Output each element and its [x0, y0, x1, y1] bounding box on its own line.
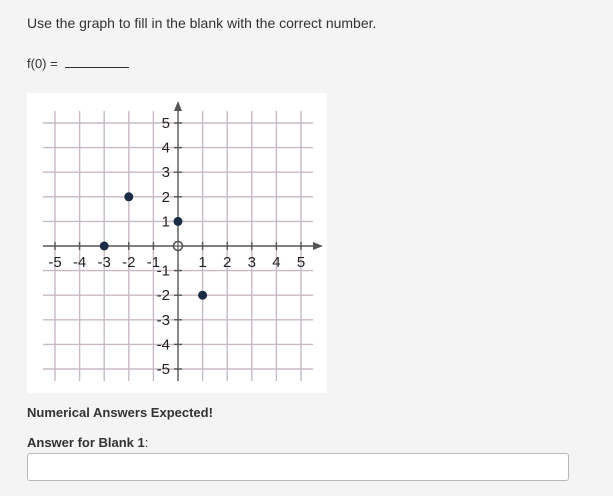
- y-axis-arrow: [174, 101, 182, 111]
- data-point: [124, 192, 133, 201]
- y-tick-label: -5: [156, 361, 170, 378]
- answer-label-colon: :: [144, 435, 149, 450]
- x-tick-label: -1: [146, 254, 161, 271]
- data-point: [174, 217, 183, 226]
- x-tick-label: 1: [198, 254, 207, 271]
- y-tick-label: 3: [161, 164, 170, 182]
- answer-blank-1-input[interactable]: [27, 453, 569, 481]
- question-text: [27, 56, 129, 71]
- x-tick-label: -5: [48, 254, 62, 271]
- y-tick-label: -4: [156, 336, 170, 354]
- x-tick-label: 4: [272, 254, 281, 271]
- y-tick-label: -3: [156, 311, 170, 329]
- x-tick-label: -2: [122, 254, 136, 271]
- y-tick-label: -1: [156, 262, 170, 280]
- graph-svg: [27, 93, 327, 393]
- x-tick-label: -3: [97, 254, 111, 271]
- y-tick-label: 2: [161, 188, 170, 206]
- data-point: [100, 242, 109, 251]
- answer-blank: [65, 56, 129, 68]
- y-tick-label: 4: [161, 139, 170, 157]
- data-point: [198, 291, 207, 300]
- x-tick-label: -4: [72, 254, 87, 271]
- x-tick-label: 2: [223, 254, 232, 271]
- y-tick-label: 5: [161, 115, 170, 132]
- coordinate-graph: [27, 93, 327, 393]
- x-tick-label: 3: [247, 254, 256, 271]
- y-tick-label: -2: [156, 287, 170, 305]
- answer-label: [27, 435, 148, 450]
- x-axis-arrow: [313, 242, 323, 250]
- numerical-answers-note: Numerical Answers Expected!: [27, 405, 213, 420]
- y-tick-label: 1: [161, 213, 170, 231]
- instructions-text: Use the graph to fill in the blank with the correct number.: [27, 15, 377, 31]
- answer-label-main: Answer for Blank 1: [27, 435, 145, 450]
- question-expression: f(0) =: [27, 56, 58, 71]
- x-tick-label: 5: [296, 254, 306, 271]
